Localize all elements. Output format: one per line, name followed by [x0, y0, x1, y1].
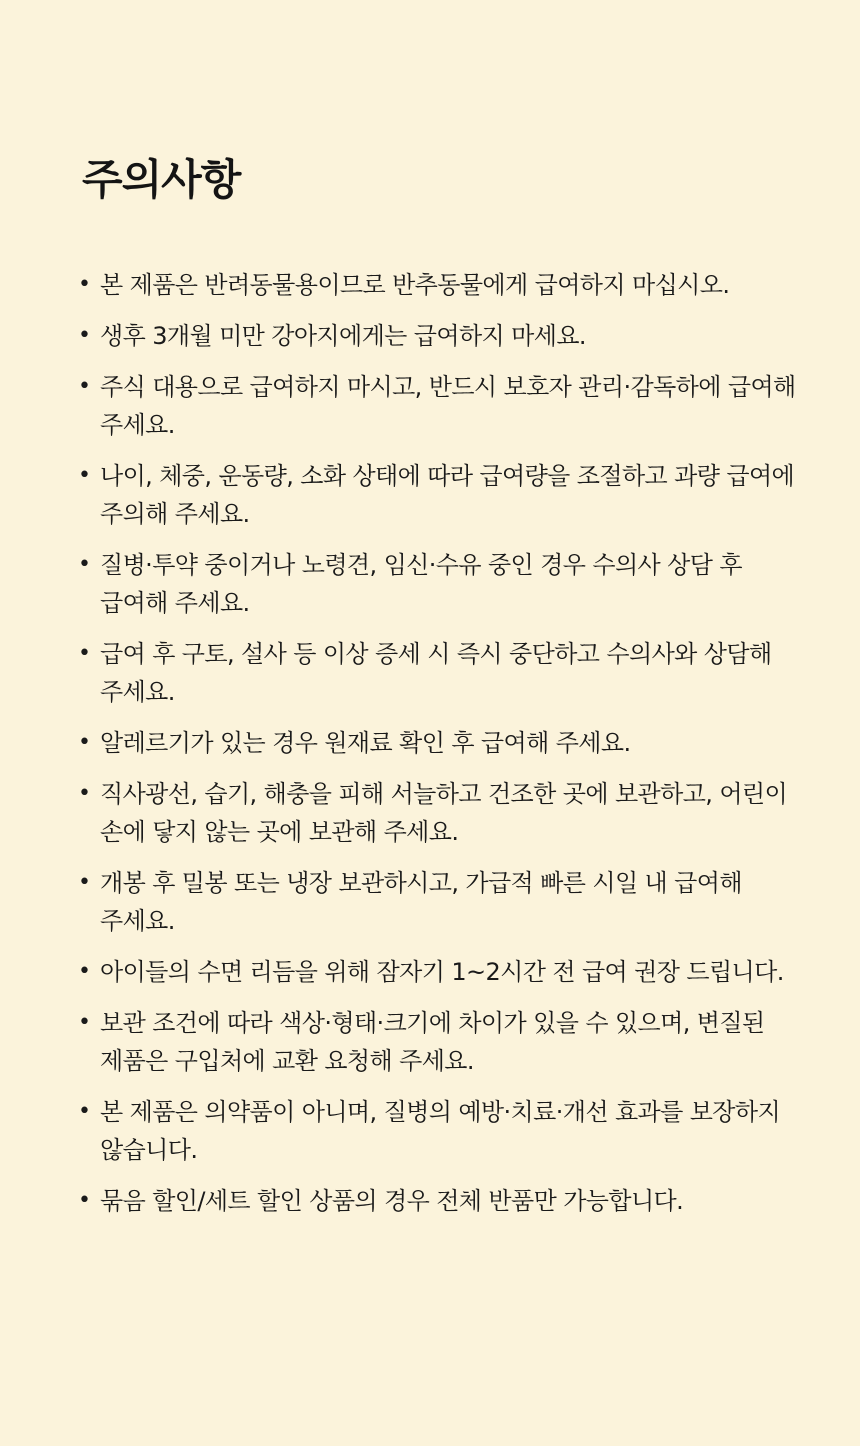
notice-text: 나이, 체중, 운동량, 소화 상태에 따라 급여량을 조절하고 과량 급여에 주의해 주세요. — [100, 462, 795, 528]
notice-text: 생후 3개월 미만 강아지에게는 급여하지 마세요. — [100, 322, 586, 350]
list-item — [78, 457, 808, 533]
list-item — [78, 953, 808, 991]
bullet-icon: • — [78, 463, 91, 488]
bullet-icon: • — [78, 1099, 91, 1124]
list-item — [78, 724, 808, 762]
bullet-icon: • — [78, 641, 91, 666]
page-title: 주의사항 — [82, 155, 241, 204]
list-item — [78, 775, 808, 851]
notice-text: 알레르기가 있는 경우 원재료 확인 후 급여해 주세요. — [100, 729, 631, 757]
notice-text: 보관 조건에 따라 색상·형태·크기에 차이가 있을 수 있으며, 변질된 제품은 구입처에 교환 요청해 주세요. — [100, 1009, 765, 1075]
notice-text: 묶음 할인/세트 할인 상품의 경우 전체 반품만 가능합니다. — [100, 1187, 684, 1215]
notice-text: 아이들의 수면 리듬을 위해 잠자기 1~2시간 전 급여 권장 드립니다. — [100, 958, 784, 986]
list-item — [78, 368, 808, 444]
bullet-icon: • — [78, 959, 91, 984]
list-item — [78, 1004, 808, 1080]
bullet-icon: • — [78, 1010, 91, 1035]
bullet-icon: • — [78, 323, 91, 348]
bullet-icon: • — [78, 552, 91, 577]
bullet-icon: • — [78, 1188, 91, 1213]
list-item — [78, 546, 808, 622]
bullet-icon: • — [78, 374, 91, 399]
list-item — [78, 1093, 808, 1169]
list-item — [78, 864, 808, 940]
notice-text: 본 제품은 의약품이 아니며, 질병의 예방·치료·개선 효과를 보장하지 않습니다. — [100, 1098, 781, 1164]
notice-text: 본 제품은 반려동물용이므로 반추동물에게 급여하지 마십시오. — [100, 271, 730, 299]
list-item — [78, 317, 808, 355]
bullet-icon: • — [78, 730, 91, 755]
bullet-icon: • — [78, 272, 91, 297]
list-item — [78, 635, 808, 711]
list-item — [78, 266, 808, 304]
notice-text: 개봉 후 밀봉 또는 냉장 보관하시고, 가급적 빠른 시일 내 급여해 주세요. — [100, 869, 742, 935]
bullet-icon: • — [78, 870, 91, 895]
notice-text: 주식 대용으로 급여하지 마시고, 반드시 보호자 관리·감독하에 급여해 주세요. — [100, 373, 796, 439]
notice-text: 급여 후 구토, 설사 등 이상 증세 시 즉시 중단하고 수의사와 상담해 주세요. — [100, 640, 772, 706]
bullet-icon: • — [78, 781, 91, 806]
notice-text: 질병·투약 중이거나 노령견, 임신·수유 중인 경우 수의사 상담 후 급여해 주세요. — [100, 551, 742, 617]
notice-text: 직사광선, 습기, 해충을 피해 서늘하고 건조한 곳에 보관하고, 어린이 손에 닿지 않는 곳에 보관해 주세요. — [100, 780, 788, 846]
list-item — [78, 1182, 808, 1220]
notice-list — [78, 266, 808, 1233]
